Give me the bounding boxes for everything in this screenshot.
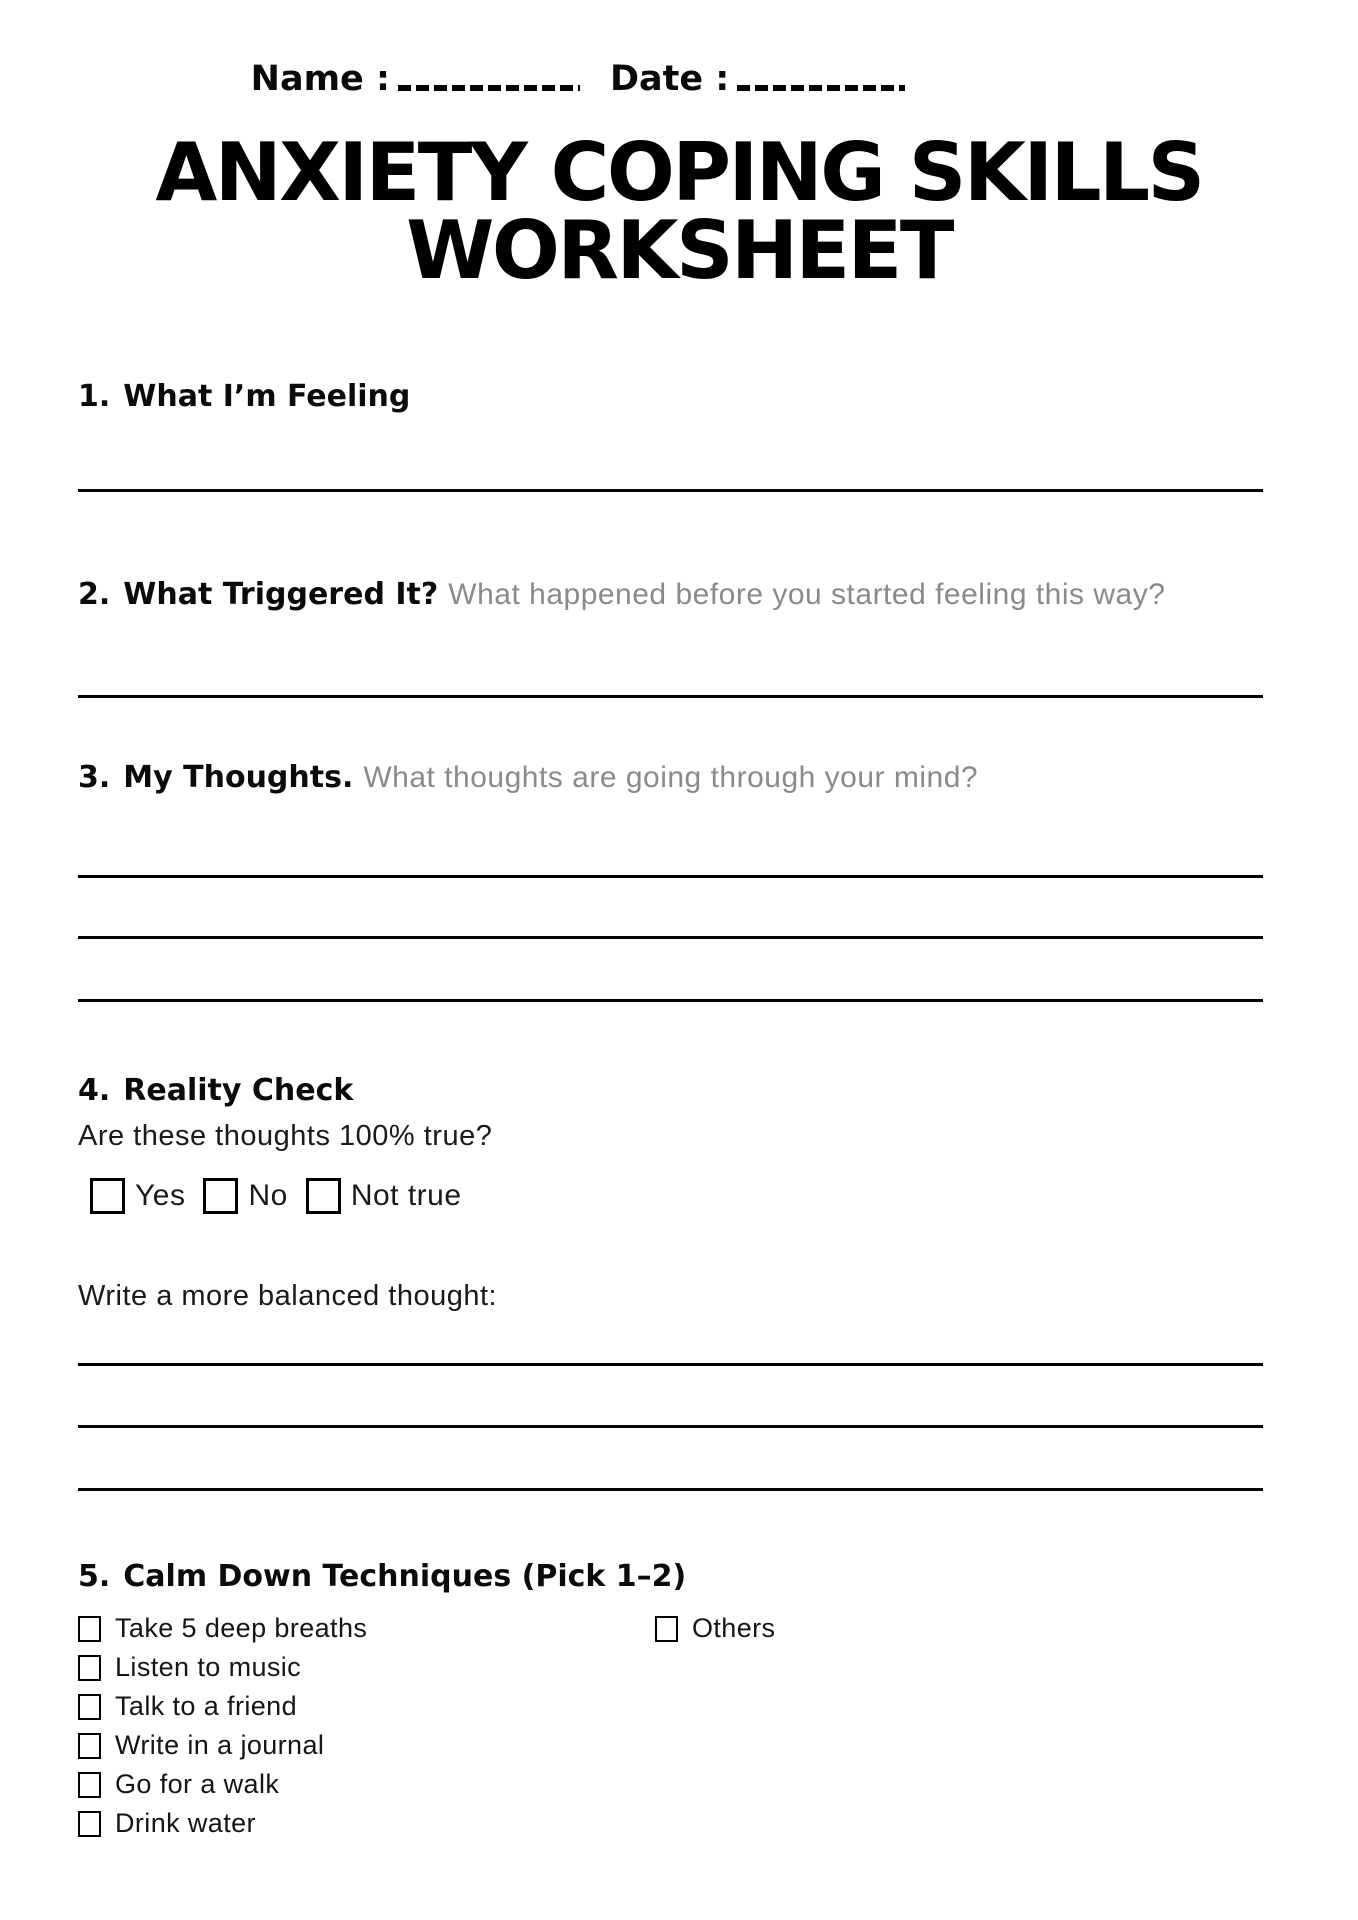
listen-to-music-checkbox[interactable] — [78, 1655, 101, 1681]
list-item — [78, 1609, 367, 1648]
list-item — [78, 1648, 367, 1687]
calm-down-checklist — [78, 1609, 367, 1843]
others-label: Others — [692, 1613, 776, 1643]
name-blank-field[interactable] — [398, 85, 580, 91]
list-item — [78, 1804, 367, 1843]
list-item — [78, 1687, 367, 1726]
not-true-checkbox[interactable] — [306, 1178, 341, 1214]
others-checkbox[interactable] — [655, 1616, 678, 1642]
section-5-number: 5. — [78, 1559, 111, 1594]
others-option — [655, 1609, 775, 1648]
section-5-title: Calm Down Techniques (Pick 1–2) — [123, 1559, 687, 1594]
reality-check-options — [90, 1178, 462, 1214]
writing-line[interactable] — [78, 999, 1263, 1002]
balanced-thought-prompt: Write a more balanced thought: — [78, 1280, 498, 1312]
list-item — [78, 1726, 367, 1765]
page-title-line-1: ANXIETY COPING SKILLS — [155, 126, 1203, 219]
option-no — [203, 1178, 287, 1214]
section-2-number: 2. — [78, 577, 111, 612]
section-4-heading — [78, 1074, 353, 1109]
section-3-prompt: What thoughts are going through your mind? — [363, 761, 979, 794]
section-1-heading — [78, 380, 410, 415]
talk-to-a-friend-checkbox[interactable] — [78, 1694, 101, 1720]
writing-line[interactable] — [78, 936, 1263, 939]
option-yes — [90, 1178, 185, 1214]
name-date-row — [0, 59, 1160, 99]
yes-checkbox[interactable] — [90, 1178, 125, 1214]
write-in-a-journal-label: Write in a journal — [115, 1730, 325, 1760]
go-for-a-walk-label: Go for a walk — [115, 1769, 280, 1799]
yes-label: Yes — [135, 1179, 186, 1212]
writing-line[interactable] — [78, 1425, 1263, 1428]
name-label: Name : — [250, 59, 390, 99]
section-4-number: 4. — [78, 1073, 111, 1108]
option-not-true — [306, 1178, 462, 1214]
section-4-question: Are these thoughts 100% true? — [78, 1120, 493, 1152]
take-5-deep-breaths-label: Take 5 deep breaths — [115, 1613, 368, 1643]
drink-water-label: Drink water — [115, 1808, 256, 1838]
not-true-label: Not true — [350, 1179, 462, 1212]
section-4-title: Reality Check — [123, 1073, 354, 1108]
list-item — [78, 1765, 367, 1804]
no-label: No — [248, 1179, 288, 1212]
drink-water-checkbox[interactable] — [78, 1811, 101, 1837]
page-title-line-2: WORKSHEET — [406, 203, 952, 297]
writing-line[interactable] — [78, 1488, 1263, 1491]
take-5-deep-breaths-checkbox[interactable] — [78, 1616, 101, 1642]
write-in-a-journal-checkbox[interactable] — [78, 1733, 101, 1759]
writing-line[interactable] — [78, 1363, 1263, 1366]
section-3-title: My Thoughts. — [123, 760, 354, 795]
writing-line[interactable] — [78, 489, 1263, 492]
section-2-heading — [78, 578, 1165, 613]
go-for-a-walk-checkbox[interactable] — [78, 1772, 101, 1798]
section-1-title: What I’m Feeling — [123, 379, 411, 414]
section-2-title: What Triggered It? — [123, 577, 439, 612]
no-checkbox[interactable] — [203, 1178, 238, 1214]
date-blank-field[interactable] — [737, 85, 905, 91]
section-3-number: 3. — [78, 760, 111, 795]
page-title — [0, 126, 1358, 297]
section-5-heading — [78, 1560, 686, 1595]
talk-to-a-friend-label: Talk to a friend — [115, 1691, 297, 1721]
section-3-heading — [78, 761, 978, 796]
listen-to-music-label: Listen to music — [115, 1652, 302, 1682]
writing-line[interactable] — [78, 875, 1263, 878]
date-label: Date : — [609, 59, 730, 99]
writing-line[interactable] — [78, 695, 1263, 698]
section-1-number: 1. — [78, 379, 111, 414]
section-2-prompt: What happened before you started feeling this way? — [448, 578, 1166, 611]
